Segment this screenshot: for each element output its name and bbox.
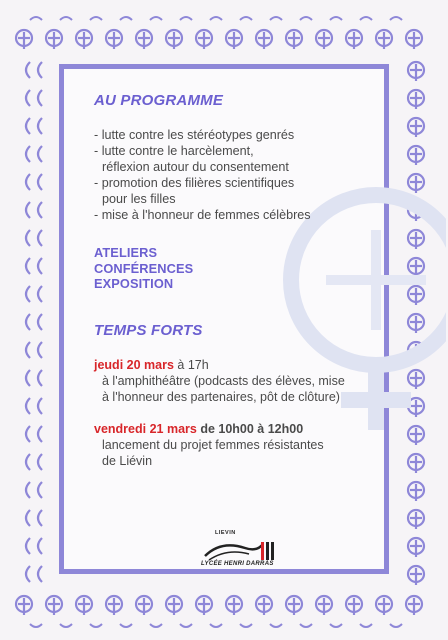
circled-plus-icon <box>376 596 392 615</box>
event-description: à l'amphithéâtre (podcasts des élèves, mise à l'honneur des partenaires, pôt de clôture) <box>102 373 345 404</box>
circled-plus-icon <box>408 90 424 109</box>
circled-plus-icon <box>76 596 92 615</box>
border-arc <box>26 90 42 106</box>
event-date: jeudi 20 mars <box>94 357 174 372</box>
activity-conferences: CONFÉRENCES <box>94 260 194 276</box>
border-arc <box>26 286 42 302</box>
border-arc <box>26 174 42 190</box>
border-arc <box>26 118 42 134</box>
event-date: vendredi 21 mars <box>94 421 197 436</box>
circled-plus-icon <box>16 30 32 49</box>
highlights-title: TEMPS FORTS <box>94 321 203 339</box>
activities-list <box>94 245 384 292</box>
circled-plus-icon <box>408 118 424 137</box>
event-thursday <box>94 357 384 405</box>
circled-plus-icon <box>406 30 422 49</box>
border-arc <box>26 510 42 526</box>
event-time: de 10h00 à 12h00 <box>200 421 304 436</box>
school-logo <box>201 530 281 570</box>
logo-school-name: LYCÉE HENRI DARRAS <box>201 561 274 567</box>
border-arc <box>26 230 42 246</box>
circled-plus-icon <box>256 596 272 615</box>
program-title: AU PROGRAMME <box>94 92 224 109</box>
circled-plus-icon <box>46 30 62 49</box>
circled-plus-icon <box>316 596 332 615</box>
border-arc <box>26 370 42 386</box>
border-arc <box>30 17 42 627</box>
circled-plus-icon <box>106 30 122 49</box>
border-arc <box>26 202 42 218</box>
circled-plus-icon <box>408 566 424 585</box>
circled-plus-icon <box>376 30 392 49</box>
event-description: lancement du projet femmes résistantes de Liévin <box>102 437 324 468</box>
circled-plus-icon <box>106 596 122 615</box>
logo-city: LIEVIN <box>215 530 236 536</box>
circled-plus-icon <box>76 30 92 49</box>
border-arc <box>26 342 42 358</box>
program-item: - lutte contre le harcèlement, réflexion autour du consentement <box>94 144 289 174</box>
border-arc <box>26 482 42 498</box>
circled-plus-icon <box>166 596 182 615</box>
circled-plus-icon <box>226 596 242 615</box>
circled-plus-icon <box>136 30 152 49</box>
flyer-content <box>94 92 384 469</box>
circled-plus-icon <box>196 596 212 615</box>
border-arc <box>26 538 42 554</box>
program-item: - lutte contre les stéréotypes genrés <box>94 128 295 142</box>
circled-plus-icon <box>226 30 242 49</box>
circled-plus-icon <box>16 596 32 615</box>
circled-plus-icon <box>408 454 424 473</box>
circled-plus-icon <box>286 30 302 49</box>
activity-ateliers: ATELIERS <box>94 245 158 260</box>
circled-plus-icon <box>408 482 424 501</box>
circled-plus-icon <box>316 30 332 49</box>
circled-plus-icon <box>286 596 302 615</box>
border-arc <box>26 146 42 162</box>
border-arc <box>26 426 42 442</box>
circled-plus-icon <box>166 30 182 49</box>
border-arc <box>26 566 42 582</box>
event-friday <box>94 421 384 469</box>
border-arc <box>26 314 42 330</box>
circled-plus-icon <box>406 596 422 615</box>
circled-plus-icon <box>346 30 362 49</box>
circled-plus-icon <box>256 30 272 49</box>
program-item: - mise à l'honneur de femmes célèbres <box>94 208 311 222</box>
program-item: - promotion des filières scientifiques pour les filles <box>94 176 295 206</box>
border-arc <box>26 258 42 274</box>
circled-plus-icon <box>136 596 152 615</box>
circled-plus-icon <box>408 510 424 529</box>
circled-plus-icon <box>408 538 424 557</box>
border-arc <box>26 398 42 414</box>
circled-plus-icon <box>408 146 424 165</box>
border-arc <box>26 454 42 470</box>
circled-plus-icon <box>196 30 212 49</box>
circled-plus-icon <box>346 596 362 615</box>
circled-plus-icon <box>46 596 62 615</box>
event-time: à 17h <box>177 357 209 372</box>
activity-exposition: EXPOSITION <box>94 276 174 291</box>
border-arc <box>26 62 42 78</box>
program-list <box>94 127 384 223</box>
circled-plus-icon <box>408 62 424 81</box>
